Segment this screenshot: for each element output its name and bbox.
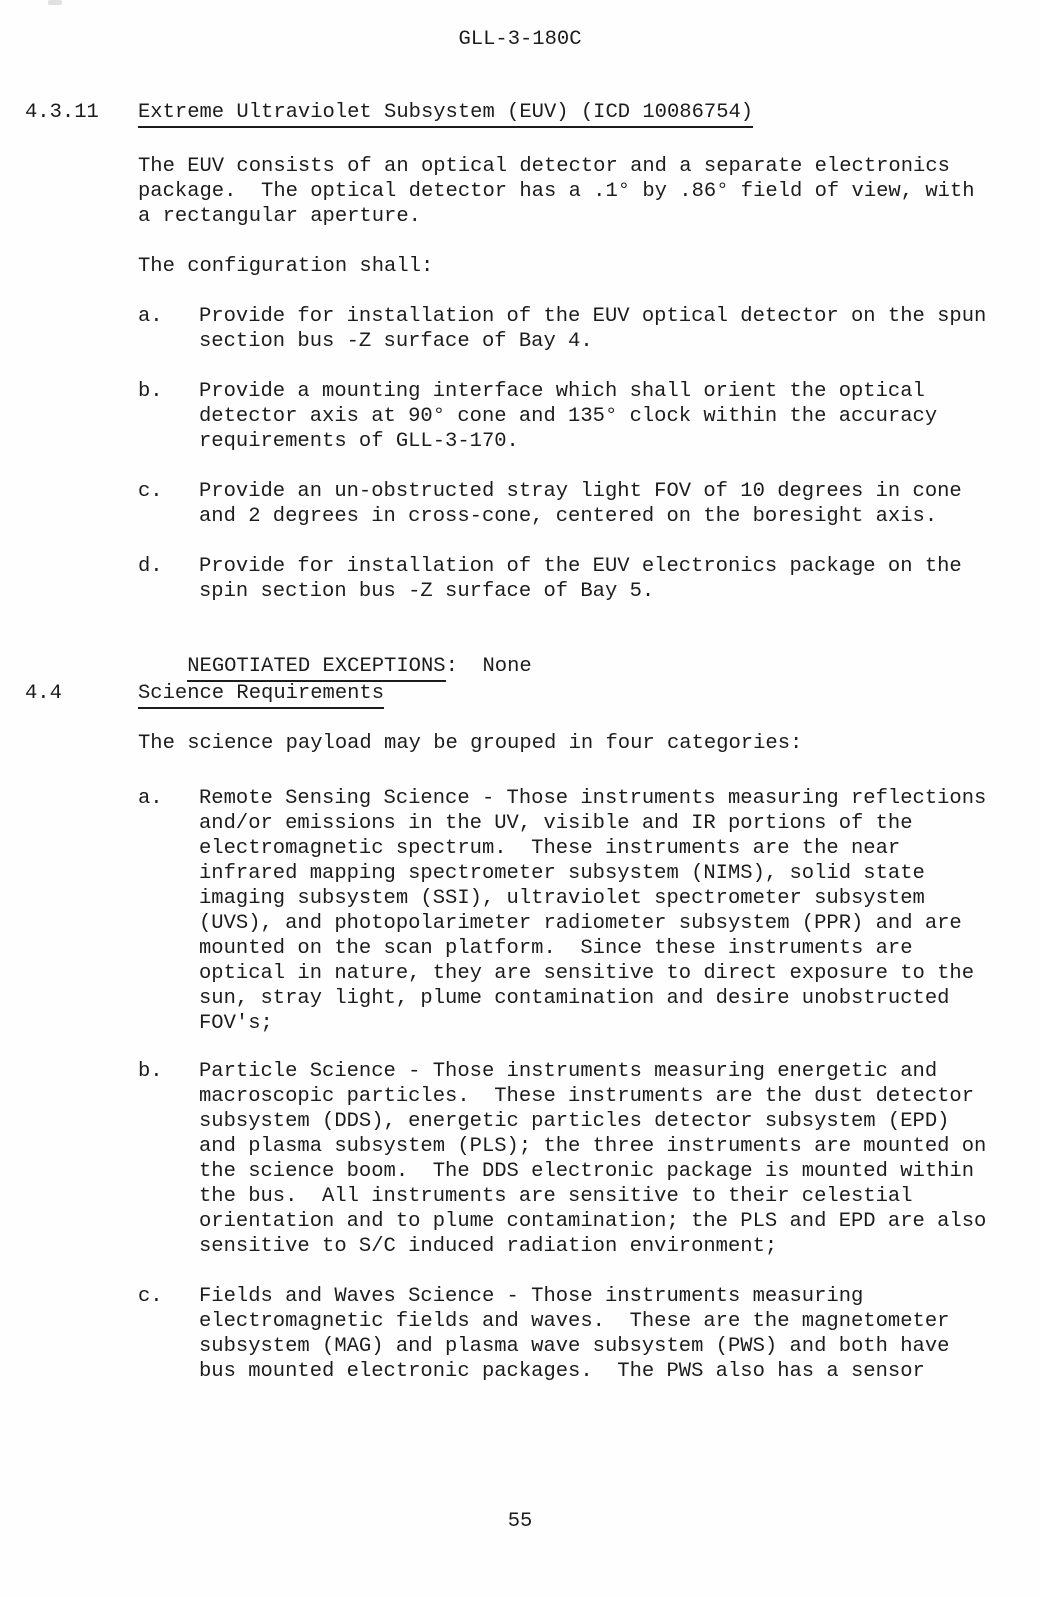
section-title: Science Requirements: [138, 681, 384, 709]
list-item-line: bus mounted electronic packages. The PWS also has a sensor: [199, 1360, 925, 1383]
page-number: 55: [507, 1510, 533, 1533]
list-item-letter: c.: [138, 1285, 163, 1308]
list-item-letter: d.: [138, 555, 163, 578]
section-title: Extreme Ultraviolet Subsystem (EUV) (ICD 10086754): [138, 100, 753, 128]
list-item-line: section bus -Z surface of Bay 4.: [199, 330, 593, 353]
list-item-line: and plasma subsystem (PLS); the three instruments are mounted on: [199, 1135, 987, 1158]
list-item-line: imaging subsystem (SSI), ultraviolet spectrometer subsystem: [199, 887, 925, 910]
list-item-line: subsystem (MAG) and plasma wave subsystem (PWS) and both have: [199, 1335, 950, 1358]
paragraph-line: a rectangular aperture.: [138, 205, 421, 228]
section-heading-science: [25, 681, 384, 709]
config-lead-paragraph: [138, 254, 433, 279]
list-item-line: Remote Sensing Science - Those instruments measuring reflections: [199, 787, 987, 810]
science-item-a: [138, 786, 986, 1036]
list-item-b: [138, 379, 937, 454]
paragraph-line: package. The optical detector has a .1° by .86° field of view, with: [138, 180, 975, 203]
list-item-line: electromagnetic fields and waves. These are the magnetometer: [199, 1310, 950, 1333]
paragraph-line: The configuration shall:: [138, 255, 434, 278]
list-item-letter: b.: [138, 380, 163, 403]
list-item-d: [138, 554, 962, 604]
list-item-line: macroscopic particles. These instruments are the dust detector: [199, 1085, 975, 1108]
list-item-a: [138, 304, 986, 354]
list-item-line: electromagnetic spectrum. These instruments are the near: [199, 837, 901, 860]
list-item-line: optical in nature, they are sensitive to direct exposure to the: [199, 962, 975, 985]
list-item-c: [138, 479, 962, 529]
list-item-line: orientation and to plume contamination; the PLS and EPD are also: [199, 1210, 987, 1233]
negotiated-exceptions-value: : None: [445, 655, 532, 678]
paragraph-line: The science payload may be grouped in four categories:: [138, 732, 803, 755]
scan-artifact: [48, 0, 62, 5]
list-item-line: sun, stray light, plume contamination and desire unobstructed: [199, 987, 950, 1010]
list-item-line: infrared mapping spectrometer subsystem (NIMS), solid state: [199, 862, 925, 885]
list-item-line: Provide for installation of the EUV optical detector on the spun: [199, 305, 987, 328]
list-item-line: requirements of GLL-3-170.: [199, 430, 519, 453]
euv-intro-paragraph: [138, 154, 975, 229]
negotiated-exceptions-label: NEGOTIATED EXCEPTIONS: [187, 654, 445, 682]
document-header: GLL-3-180C: [458, 28, 582, 51]
list-item-line: the bus. All instruments are sensitive to their celestial: [199, 1185, 913, 1208]
list-item-line: detector axis at 90° cone and 135° clock within the accuracy: [199, 405, 938, 428]
list-item-line: Provide a mounting interface which shall orient the optical: [199, 380, 925, 403]
paragraph-line: The EUV consists of an optical detector and a separate electronics: [138, 155, 950, 178]
section-number: 4.4: [25, 682, 62, 705]
list-item-line: spin section bus -Z surface of Bay 5.: [199, 580, 655, 603]
list-item-line: Provide for installation of the EUV electronics package on the: [199, 555, 962, 578]
science-lead-paragraph: [138, 731, 802, 756]
list-item-letter: b.: [138, 1060, 163, 1083]
science-item-c: [138, 1284, 949, 1384]
list-item-line: Fields and Waves Science - Those instruments measuring: [199, 1285, 864, 1308]
list-item-line: subsystem (DDS), energetic particles detector subsystem (EPD): [199, 1110, 950, 1133]
section-number: 4.3.11: [25, 101, 99, 124]
list-item-line: the science boom. The DDS electronic package is mounted within: [199, 1160, 975, 1183]
list-item-line: FOV's;: [199, 1012, 273, 1035]
science-item-b: [138, 1059, 986, 1259]
list-item-line: (UVS), and photopolarimeter radiometer subsystem (PPR) and are: [199, 912, 962, 935]
list-item-line: and 2 degrees in cross-cone, centered on the boresight axis.: [199, 505, 938, 528]
list-item-letter: a.: [138, 305, 163, 328]
list-item-line: mounted on the scan platform. Since these instruments are: [199, 937, 913, 960]
section-heading-euv: [25, 100, 753, 128]
list-item-line: sensitive to S/C induced radiation environment;: [199, 1235, 778, 1258]
list-item-letter: c.: [138, 480, 163, 503]
list-item-line: Provide an un-obstructed stray light FOV of 10 degrees in cone: [199, 480, 962, 503]
list-item-line: Particle Science - Those instruments measuring energetic and: [199, 1060, 938, 1083]
list-item-letter: a.: [138, 787, 163, 810]
list-item-line: and/or emissions in the UV, visible and IR portions of the: [199, 812, 913, 835]
